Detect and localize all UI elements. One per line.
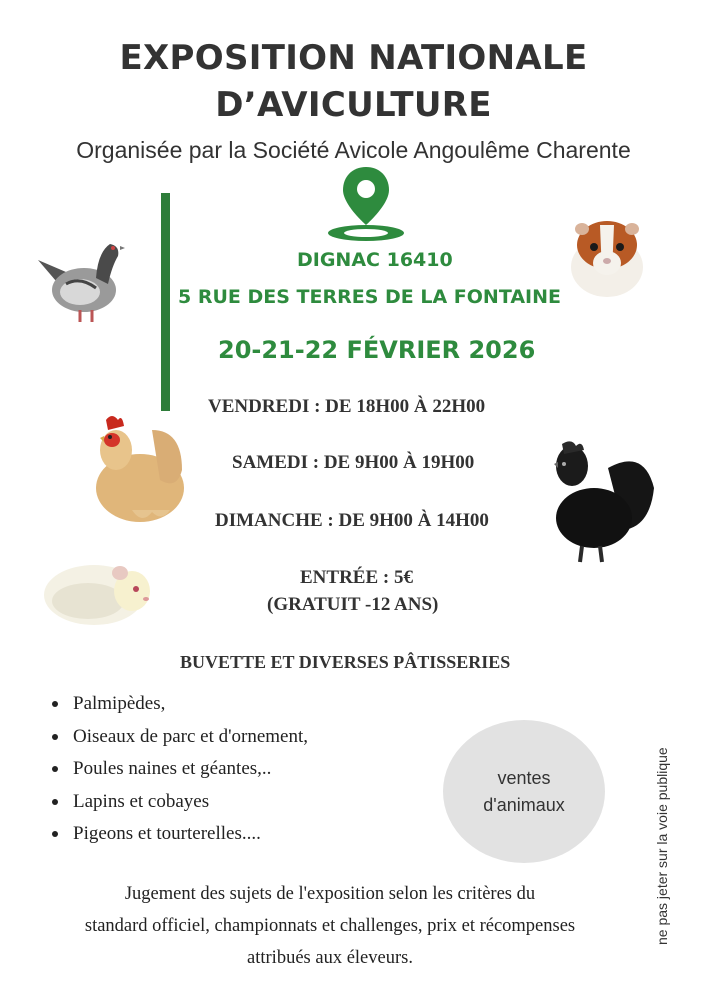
sales-badge-line-1: ventes	[497, 767, 551, 788]
guinea-pig-white-image	[40, 555, 152, 630]
entry-price: ENTRÉE : 5€	[300, 567, 413, 588]
sales-badge-line-2: d'animaux	[483, 794, 565, 815]
title-line-1: EXPOSITION NATIONALE	[119, 38, 588, 78]
schedule-saturday: SAMEDI : DE 9H00 À 19H00	[232, 452, 475, 473]
animal-list	[48, 688, 308, 851]
list-item-label: Poules naines et géantes,..	[73, 758, 272, 780]
bullet-dot	[52, 766, 58, 772]
bullet-dot	[52, 734, 58, 740]
hen-buff-image	[82, 410, 187, 530]
bullet-dot	[52, 799, 58, 805]
subtitle: Organisée par la Société Avicole Angoulême Charente	[76, 137, 631, 163]
location-pin-icon	[326, 163, 406, 243]
bullet-dot	[52, 831, 58, 837]
pigeon-image	[36, 232, 126, 327]
schedule-friday: VENDREDI : DE 18H00 À 22H00	[208, 396, 486, 417]
judging-line-3: attribués aux éleveurs.	[247, 948, 413, 968]
schedule-sunday: DIMANCHE : DE 9H00 À 14H00	[215, 510, 489, 531]
list-item-label: Lapins et cobayes	[73, 790, 210, 812]
bullet-dot	[52, 701, 58, 707]
judging-paragraph	[20, 878, 640, 974]
guinea-pig-brown-image	[568, 215, 646, 300]
list-item-label: Pigeons et tourterelles....	[73, 823, 261, 845]
rooster-black-image	[544, 438, 656, 566]
judging-line-2: standard officiel, championnats et challenges, prix et récompenses	[84, 916, 576, 936]
vertical-accent-bar	[161, 193, 170, 411]
list-item	[48, 786, 308, 819]
side-note: ne pas jeter sur la voie publique	[654, 747, 670, 945]
sales-badge	[443, 720, 605, 863]
title-line-2: D’AVICULTURE	[215, 85, 492, 125]
list-item-label: Palmipèdes,	[73, 693, 166, 715]
judging-line-1: Jugement des sujets de l'exposition selon les critères du	[124, 884, 536, 904]
list-item-label: Oiseaux de parc et d'ornement,	[73, 725, 309, 747]
location-address: 5 RUE DES TERRES DE LA FONTAINE	[178, 286, 561, 308]
list-item	[48, 688, 308, 721]
list-item	[48, 721, 308, 754]
buvette-text: BUVETTE ET DIVERSES PÂTISSERIES	[180, 652, 511, 672]
list-item	[48, 818, 308, 851]
event-dates: 20-21-22 FÉVRIER 2026	[218, 336, 536, 364]
location-town: DIGNAC 16410	[297, 249, 453, 271]
list-item	[48, 753, 308, 786]
entry-free: (GRATUIT -12 ANS)	[267, 594, 439, 615]
